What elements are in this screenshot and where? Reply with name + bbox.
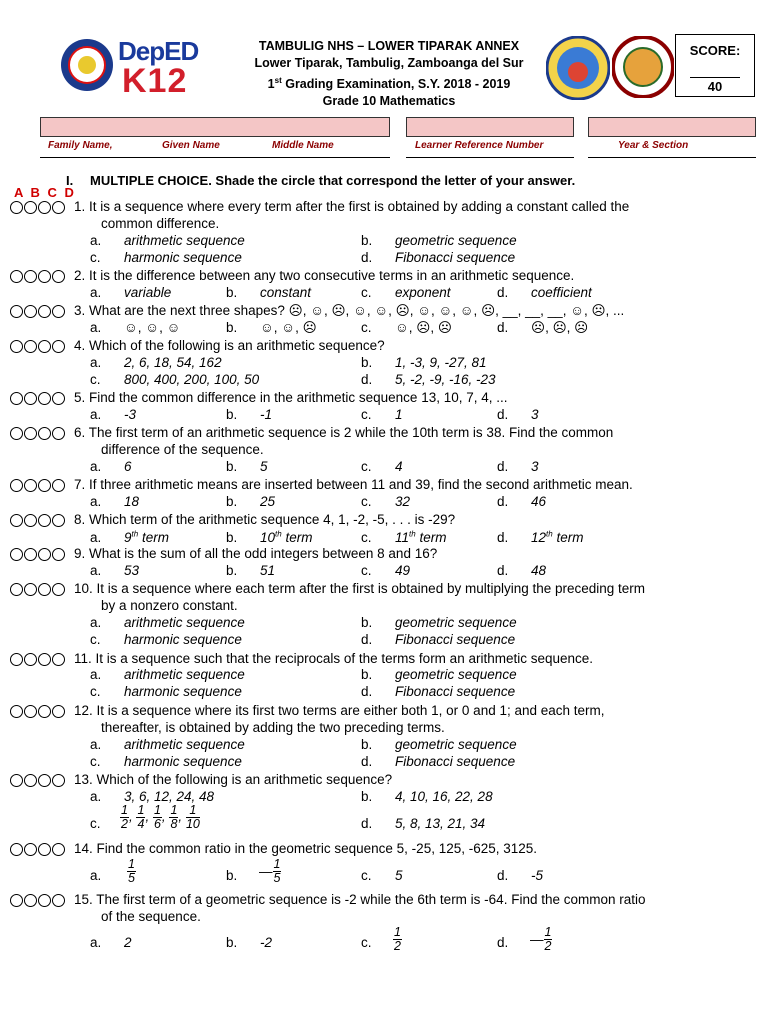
question-text: 5. Find the common difference in the arithmetic sequence 13, 10, 7, 4, ... — [74, 390, 508, 405]
school-name: TAMBULIG NHS – LOWER TIPARAK ANNEX — [258, 39, 520, 53]
question-7 — [0, 477, 768, 494]
answer-bubbles[interactable] — [10, 514, 65, 527]
deped-seal-logo — [60, 38, 114, 92]
option-b: geometric sequence — [395, 233, 517, 248]
deped-k12-logo — [118, 36, 218, 98]
question-text: 15. The first term of a geometric sequence is -2 while the 6th term is -64. Find the common ratio — [74, 892, 646, 907]
answer-bubbles[interactable] — [10, 270, 65, 283]
answer-bubbles[interactable] — [10, 653, 65, 666]
question-5 — [0, 390, 768, 407]
question-14 — [0, 841, 768, 858]
question-text: 6. The first term of an arithmetic sequence is 2 while the 10th term is 38. Find the common — [74, 425, 614, 440]
question-2 — [0, 268, 768, 285]
question-text: 1. It is a sequence where every term after the first is obtained by adding a constant called the — [74, 199, 630, 214]
section-numeral: I. — [66, 173, 74, 188]
question-text: 4. Which of the following is an arithmetic sequence? — [74, 338, 385, 353]
answer-bubbles[interactable] — [10, 305, 65, 318]
family-name-label: Family Name, — [48, 140, 113, 151]
question-3 — [0, 303, 768, 320]
question-6 — [0, 425, 768, 442]
answer-bubbles[interactable] — [10, 479, 65, 492]
answer-bubbles[interactable] — [10, 548, 65, 561]
question-text: 8. Which term of the arithmetic sequence 4, 1, -2, -5, . . . is -29? — [74, 512, 456, 527]
question-9 — [0, 546, 768, 563]
question-text: 3. What are the next three shapes? ☹, ☺, ☹, ☺, ☺, ☹, ☺, ☺, ☺, ☹, __, __, __, ☺, ☹, ... — [74, 303, 625, 318]
score-label: SCORE: — [689, 43, 741, 58]
answer-bubbles[interactable] — [10, 392, 65, 405]
lrn-field[interactable] — [406, 117, 574, 137]
school-seal-logo — [612, 36, 674, 98]
question-15 — [0, 892, 768, 909]
year-section-field[interactable] — [588, 117, 756, 137]
school-header — [224, 38, 554, 110]
answer-bubbles[interactable] — [10, 843, 65, 856]
answer-bubbles[interactable] — [10, 201, 65, 214]
school-address: Lower Tiparak, Tambulig, Zamboanga del Sur — [254, 56, 524, 70]
year-section-label: Year & Section — [618, 140, 689, 151]
question-text: 14. Find the common ratio in the geometric sequence 5, -25, 125, -625, 3125. — [74, 841, 538, 856]
question-12 — [0, 703, 768, 720]
question-text: 12. It is a sequence where its first two terms are either both 1, or 0 and 1; and each term, — [74, 703, 605, 718]
deped-logo-text: DepED — [118, 36, 199, 66]
answer-bubbles[interactable] — [10, 894, 65, 907]
q13-fraction-options: $\frac{1}{2}$ , $\frac{1}{4}$ , $\frac{1}{6}$ , $\frac{1}{8}$ , $\frac{1}{10}$ — [121, 803, 200, 831]
middle-name-label: Middle Name — [272, 140, 334, 151]
answer-bubbles[interactable] — [10, 705, 65, 718]
name-field[interactable] — [40, 117, 390, 137]
question-text: 2. It is the difference between any two consecutive terms in an arithmetic sequence. — [74, 268, 575, 283]
answer-bubbles[interactable] — [10, 774, 65, 787]
answer-bubbles[interactable] — [10, 583, 65, 596]
question-13 — [0, 772, 768, 789]
question-text: 11. It is a sequence such that the reciprocals of the terms form an arithmetic sequence. — [74, 651, 594, 666]
answer-letter-header: A B C D — [14, 185, 76, 200]
option-a: arithmetic sequence — [124, 233, 245, 248]
option-c: harmonic sequence — [124, 250, 242, 265]
question-8 — [0, 512, 768, 529]
question-1 — [0, 199, 768, 216]
lrn-label: Learner Reference Number — [415, 140, 544, 151]
question-text: 13. Which of the following is an arithmetic sequence? — [74, 772, 393, 787]
answer-bubbles[interactable] — [10, 340, 65, 353]
question-text: 7. If three arithmetic means are inserted between 11 and 39, find the second arithmetic mean. — [74, 477, 633, 492]
k12-logo-text: K12 — [122, 62, 188, 100]
section-title: MULTIPLE CHOICE. Shade the circle that correspond the letter of your answer. — [90, 173, 576, 188]
score-box — [675, 34, 755, 97]
q1-options: a. arithmetic sequence b. geometric sequence — [90, 233, 517, 248]
question-10 — [0, 581, 768, 598]
subject-title: Grade 10 Mathematics — [322, 94, 456, 109]
exam-title: 1st Grading Examination, S.Y. 2018 - 2019 — [267, 76, 511, 92]
given-name-label: Given Name — [162, 140, 220, 151]
answer-bubbles[interactable] — [10, 427, 65, 440]
question-text: common difference. — [101, 216, 220, 231]
division-seal-logo — [546, 36, 610, 100]
score-total: 40 — [707, 79, 723, 94]
question-text: 10. It is a sequence where each term after the first is obtained by multiplying the preceding term — [74, 581, 646, 596]
option-d: Fibonacci sequence — [395, 250, 516, 265]
question-4 — [0, 338, 768, 355]
question-11 — [0, 651, 768, 668]
question-text: 9. What is the sum of all the odd integers between 8 and 16? — [74, 546, 438, 561]
